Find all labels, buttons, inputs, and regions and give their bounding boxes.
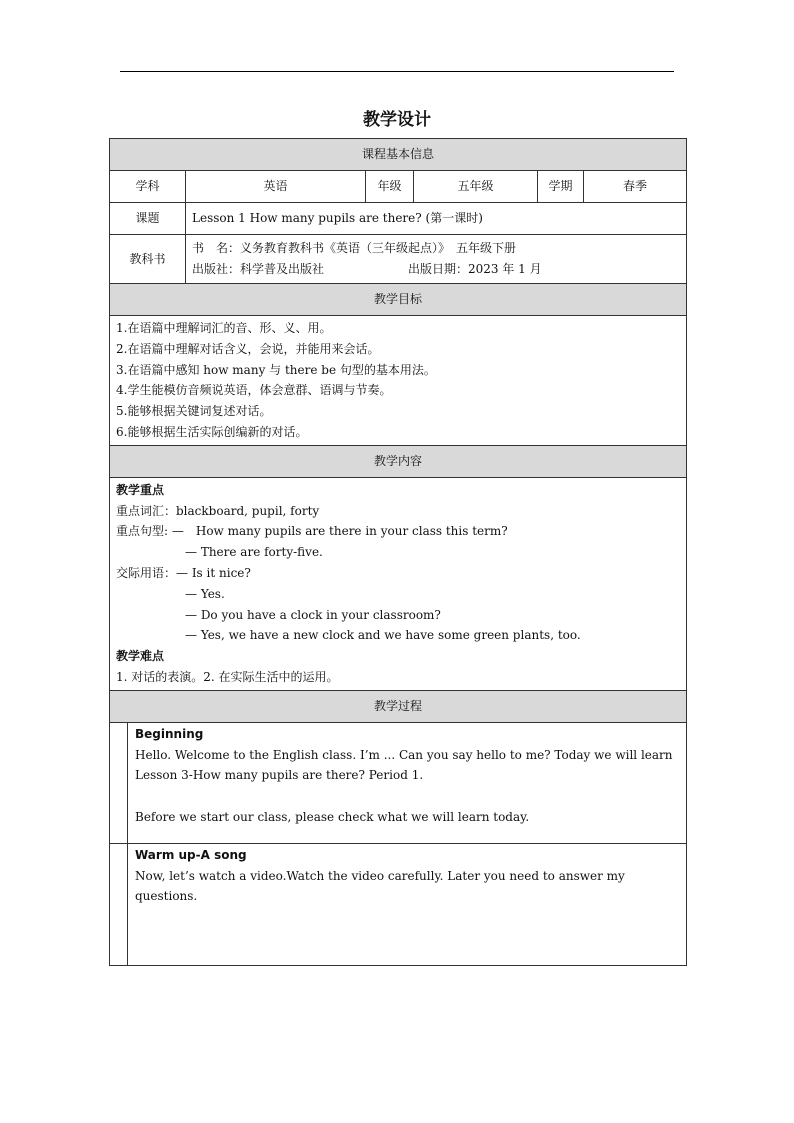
lesson-plan-table: [109, 138, 687, 966]
step-margin: [110, 723, 128, 843]
comm-line: — Do you have a clock in your classroom?: [185, 607, 441, 622]
topic-value: Lesson 1 How many pupils are there? (第一课时): [186, 203, 687, 235]
objective-item: 2.在语篇中理解对话含义，会说，并能用来会话。: [116, 341, 380, 356]
vocab-line: 重点词汇：blackboard, pupil, forty: [116, 503, 320, 518]
subject-value: 英语: [186, 171, 366, 203]
step-margin: [110, 844, 128, 965]
grade-value: 五年级: [414, 171, 538, 203]
comm-line: 交际用语：— Is it nice?: [116, 565, 251, 580]
step-text: Lesson 3-How many pupils are there? Period 1.: [135, 768, 424, 783]
objective-item: 4.学生能模仿音频说英语，体会意群、语调与节奏。: [116, 383, 392, 398]
term-value: 春季: [584, 171, 687, 203]
grade-label: 年级: [366, 171, 414, 203]
process-step: [110, 722, 687, 843]
difficulty-line: 1. 对话的表演。2. 在实际生活中的运用。: [116, 669, 339, 684]
comm-line: — Yes, we have a new clock and we have some green plants, too.: [185, 628, 581, 643]
textbook-date: 出版日期：2023 年 1 月: [408, 262, 542, 276]
textbook-publisher: 出版社：科学普及出版社: [192, 262, 325, 276]
subject-label: 学科: [110, 171, 186, 203]
header-rule: [120, 71, 674, 72]
objective-item: 1.在语篇中理解词汇的音、形、义、用。: [116, 321, 332, 335]
sentence-line: — There are forty-five.: [185, 545, 323, 560]
objective-item: 5.能够根据关键词复述对话。: [116, 404, 272, 419]
textbook-info: [186, 235, 687, 284]
objectives-list: [110, 316, 687, 446]
textbook-line1: 书 名：义务教育教科书《英语（三年级起点）》 五年级下册: [192, 241, 517, 256]
term-label: 学期: [538, 171, 584, 203]
topic-label: 课题: [110, 203, 186, 235]
content-header: 教学内容: [110, 445, 687, 477]
sentence-line: 重点句型: — How many pupils are there in your class this term?: [116, 524, 508, 539]
key-points-title: 教学重点: [116, 482, 165, 497]
step-title: Beginning: [135, 726, 204, 741]
step-text: Before we start our class, please check what we will learn today.: [135, 810, 530, 825]
textbook-label: 教科书: [110, 235, 186, 284]
step-text: Hello. Welcome to the English class. I’m ... Can you say hello to me? Today we will learn: [135, 747, 673, 762]
objective-item: 6.能够根据生活实际创编新的对话。: [116, 424, 308, 439]
comm-line: — Yes.: [185, 586, 225, 601]
process-step: [110, 843, 687, 965]
page-title: 教学设计: [363, 110, 431, 130]
difficulty-title: 教学难点: [116, 649, 165, 664]
textbook-line2: [192, 259, 680, 280]
step-title: Warm up-A song: [135, 847, 247, 862]
step-text: Now, let’s watch a video.Watch the video carefully. Later you need to answer my questions.: [135, 868, 625, 904]
content-body: [110, 477, 687, 690]
objective-item: 3.在语篇中感知 how many 与 there be 句型的基本用法。: [116, 362, 436, 377]
objectives-header: 教学目标: [110, 284, 687, 316]
process-header: 教学过程: [110, 690, 687, 722]
basic-info-header: 课程基本信息: [110, 139, 687, 171]
